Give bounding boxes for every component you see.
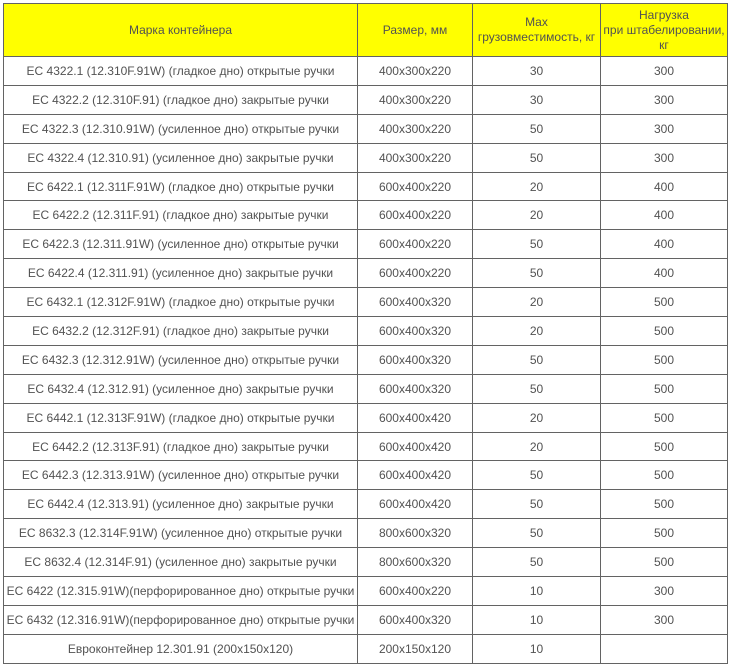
table-row [4, 548, 728, 577]
cell-size: 600x400x420 [358, 432, 473, 461]
table-row [4, 230, 728, 259]
table-row [4, 634, 728, 663]
cell-container-mark: ЕС 6432.1 (12.312F.91W) (гладкое дно) открытые ручки [4, 288, 358, 317]
cell-container-mark: ЕС 4322.3 (12.310.91W) (усиленное дно) открытые ручки [4, 114, 358, 143]
cell-max-capacity: 20 [473, 288, 601, 317]
cell-stacking-load: 500 [601, 403, 728, 432]
cell-container-mark: ЕС 6422 (12.315.91W)(перфорированное дно) открытые ручки [4, 577, 358, 606]
cell-container-mark: ЕС 4322.4 (12.310.91) (усиленное дно) закрытые ручки [4, 143, 358, 172]
cell-size: 600x400x220 [358, 577, 473, 606]
table-row [4, 172, 728, 201]
table-row [4, 85, 728, 114]
cell-stacking-load: 500 [601, 345, 728, 374]
cell-size: 200x150x120 [358, 634, 473, 663]
cell-container-mark: ЕС 6442.2 (12.313F.91) (гладкое дно) закрытые ручки [4, 432, 358, 461]
cell-size: 400x300x220 [358, 57, 473, 86]
cell-size: 600x400x220 [358, 172, 473, 201]
table-row [4, 461, 728, 490]
cell-stacking-load: 500 [601, 288, 728, 317]
cell-size: 600x400x420 [358, 461, 473, 490]
cell-stacking-load: 500 [601, 317, 728, 346]
cell-size: 600x400x320 [358, 374, 473, 403]
cell-stacking-load: 400 [601, 172, 728, 201]
cell-size: 600x400x320 [358, 345, 473, 374]
cell-stacking-load: 300 [601, 57, 728, 86]
col-header-container-mark-label: Марка контейнера [128, 22, 233, 37]
cell-container-mark: ЕС 4322.2 (12.310F.91) (гладкое дно) закрытые ручки [4, 85, 358, 114]
cell-stacking-load: 500 [601, 548, 728, 577]
table-row [4, 57, 728, 86]
cell-container-mark: ЕС 6422.2 (12.311F.91) (гладкое дно) закрытые ручки [4, 201, 358, 230]
table-row [4, 345, 728, 374]
cell-max-capacity: 30 [473, 85, 601, 114]
cell-container-mark: ЕС 6432 (12.316.91W)(перфорированное дно) открытые ручки [4, 605, 358, 634]
cell-container-mark: ЕС 6432.2 (12.312F.91) (гладкое дно) закрытые ручки [4, 317, 358, 346]
cell-container-mark: ЕС 8632.4 (12.314F.91) (усиленное дно) закрытые ручки [4, 548, 358, 577]
cell-size: 600x400x220 [358, 259, 473, 288]
table-row [4, 605, 728, 634]
table-row [4, 143, 728, 172]
cell-container-mark: ЕС 8632.3 (12.314F.91W) (усиленное дно) открытые ручки [4, 519, 358, 548]
cell-max-capacity: 20 [473, 201, 601, 230]
col-header-size-label: Размер, мм [382, 22, 448, 37]
col-header-container-mark [4, 4, 358, 57]
cell-stacking-load: 500 [601, 374, 728, 403]
table-header [4, 4, 728, 57]
cell-max-capacity: 50 [473, 461, 601, 490]
cell-size: 600x400x220 [358, 201, 473, 230]
table-row [4, 519, 728, 548]
table-row [4, 201, 728, 230]
cell-stacking-load: 300 [601, 114, 728, 143]
table-row [4, 114, 728, 143]
cell-size: 400x300x220 [358, 143, 473, 172]
cell-container-mark: ЕС 6442.4 (12.313.91) (усиленное дно) закрытые ручки [4, 490, 358, 519]
cell-max-capacity: 20 [473, 172, 601, 201]
col-header-stacking-load: Нагрузка при штабелировании, кг [601, 4, 728, 57]
cell-stacking-load: 500 [601, 519, 728, 548]
container-spec-table [3, 3, 728, 664]
cell-container-mark: ЕС 6442.3 (12.313.91W) (усиленное дно) открытые ручки [4, 461, 358, 490]
cell-max-capacity: 50 [473, 490, 601, 519]
table-row [4, 432, 728, 461]
cell-max-capacity: 20 [473, 403, 601, 432]
col-header-max-capacity-label: Max [525, 15, 548, 29]
cell-size: 600x400x320 [358, 317, 473, 346]
table-row [4, 317, 728, 346]
cell-size: 600x400x320 [358, 605, 473, 634]
cell-max-capacity: 20 [473, 317, 601, 346]
cell-stacking-load: 500 [601, 432, 728, 461]
table-row [4, 403, 728, 432]
cell-max-capacity: 50 [473, 374, 601, 403]
cell-max-capacity: 50 [473, 143, 601, 172]
cell-size: 800x600x320 [358, 548, 473, 577]
table-row [4, 577, 728, 606]
cell-container-mark: ЕС 6432.3 (12.312.91W) (усиленное дно) открытые ручки [4, 345, 358, 374]
cell-container-mark: ЕС 4322.1 (12.310F.91W) (гладкое дно) открытые ручки [4, 57, 358, 86]
cell-stacking-load: 300 [601, 605, 728, 634]
cell-stacking-load [601, 634, 728, 663]
table-row [4, 490, 728, 519]
cell-max-capacity: 50 [473, 230, 601, 259]
cell-stacking-load: 400 [601, 230, 728, 259]
cell-size: 400x300x220 [358, 114, 473, 143]
cell-container-mark: ЕС 6432.4 (12.312.91) (усиленное дно) закрытые ручки [4, 374, 358, 403]
cell-container-mark: ЕС 6442.1 (12.313F.91W) (гладкое дно) открытые ручки [4, 403, 358, 432]
table-row [4, 288, 728, 317]
cell-stacking-load: 300 [601, 85, 728, 114]
cell-size: 400x300x220 [358, 85, 473, 114]
cell-max-capacity: 50 [473, 345, 601, 374]
cell-size: 600x400x420 [358, 403, 473, 432]
cell-container-mark: ЕС 6422.4 (12.311.91) (усиленное дно) закрытые ручки [4, 259, 358, 288]
cell-max-capacity: 50 [473, 259, 601, 288]
cell-size: 800x600x320 [358, 519, 473, 548]
table-row [4, 374, 728, 403]
cell-max-capacity: 10 [473, 577, 601, 606]
cell-stacking-load: 300 [601, 577, 728, 606]
cell-max-capacity: 10 [473, 634, 601, 663]
cell-max-capacity: 50 [473, 548, 601, 577]
cell-container-mark: Евроконтейнер 12.301.91 (200x150x120) [4, 634, 358, 663]
cell-size: 600x400x320 [358, 288, 473, 317]
cell-size: 600x400x220 [358, 230, 473, 259]
header-row [4, 4, 728, 57]
cell-stacking-load: 500 [601, 490, 728, 519]
cell-stacking-load: 300 [601, 143, 728, 172]
table-body [4, 57, 728, 664]
cell-max-capacity: 50 [473, 519, 601, 548]
cell-max-capacity: 20 [473, 432, 601, 461]
cell-stacking-load: 500 [601, 461, 728, 490]
cell-stacking-load: 400 [601, 201, 728, 230]
cell-container-mark: ЕС 6422.1 (12.311F.91W) (гладкое дно) открытые ручки [4, 172, 358, 201]
col-header-size [358, 4, 473, 57]
cell-max-capacity: 10 [473, 605, 601, 634]
cell-container-mark: ЕС 6422.3 (12.311.91W) (усиленное дно) открытые ручки [4, 230, 358, 259]
table-row [4, 259, 728, 288]
col-header-stacking-load-label: Нагрузка [639, 7, 689, 22]
cell-max-capacity: 50 [473, 114, 601, 143]
cell-stacking-load: 400 [601, 259, 728, 288]
cell-max-capacity: 30 [473, 57, 601, 86]
col-header-max-capacity: Max грузовместимость, кг [473, 4, 601, 57]
cell-size: 600x400x420 [358, 490, 473, 519]
